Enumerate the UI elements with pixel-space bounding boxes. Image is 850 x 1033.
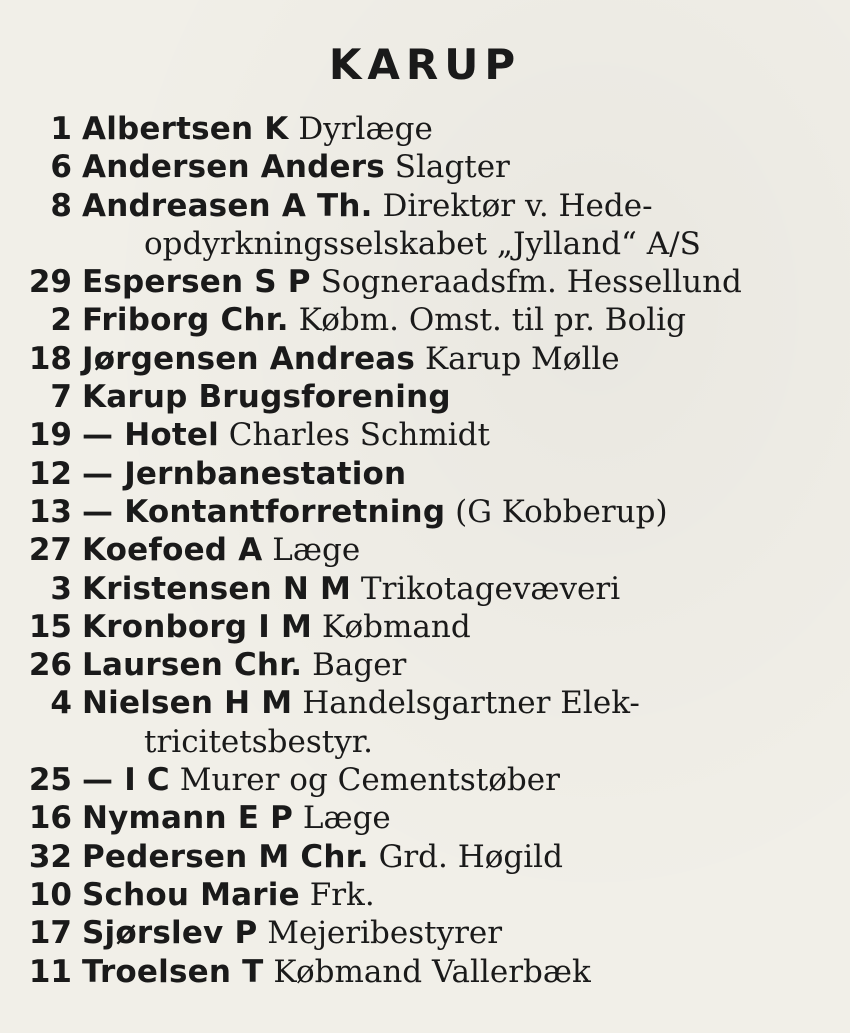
entry-description: Direktør v. Hede- xyxy=(382,187,653,224)
directory-list xyxy=(10,110,840,991)
entry-number: 1 xyxy=(50,111,72,147)
list-item xyxy=(10,914,840,952)
entry-name: Kristensen N M xyxy=(82,570,352,607)
entry-number: 11 xyxy=(28,953,72,990)
entry-number: 16 xyxy=(28,800,72,837)
entry-name: Laursen Chr. xyxy=(82,647,303,684)
entry-number: 25 xyxy=(28,762,72,799)
entry-number: 6 xyxy=(50,149,72,186)
list-item xyxy=(10,684,840,722)
entry-description: Læge xyxy=(302,800,391,837)
list-item xyxy=(10,148,840,186)
entry-name: Andersen Anders xyxy=(82,149,385,186)
entry-name: Espersen S P xyxy=(82,264,311,301)
entry-description: Sogneraadsfm. Hessellund xyxy=(320,264,742,301)
list-item xyxy=(10,263,840,301)
entry-number: 12 xyxy=(28,455,72,492)
list-item xyxy=(10,416,840,454)
entry-number: 27 xyxy=(28,532,72,569)
entry-description: Slagter xyxy=(394,149,510,186)
entry-name: Schou Marie xyxy=(82,876,300,913)
entry-description: Mejeribestyrer xyxy=(267,915,503,952)
entry-number: 17 xyxy=(28,915,72,952)
entry-description: Købm. Omst. til pr. Bolig xyxy=(298,302,686,339)
list-item xyxy=(10,608,840,646)
entry-name: Nymann E P xyxy=(82,800,293,837)
entry-number: 8 xyxy=(50,187,72,224)
list-item xyxy=(10,799,840,837)
list-item xyxy=(10,187,840,225)
entry-number: 2 xyxy=(50,302,72,339)
entry-number: 19 xyxy=(28,417,72,454)
entry-name: Albertsen K xyxy=(82,111,289,147)
entry-description: Karup Mølle xyxy=(424,340,620,377)
list-item-continuation xyxy=(10,723,840,761)
list-item xyxy=(10,838,840,876)
entry-description: Grd. Høgild xyxy=(378,838,563,875)
entry-number: 18 xyxy=(28,340,72,377)
entry-description: Murer og Cementstøber xyxy=(179,762,560,799)
entry-description: Frk. xyxy=(309,876,375,913)
list-item xyxy=(10,301,840,339)
entry-name: Troelsen T xyxy=(82,953,264,990)
entry-number: 7 xyxy=(50,379,72,416)
list-item xyxy=(10,570,840,608)
entry-name: — Hotel xyxy=(82,417,219,454)
entry-number: 32 xyxy=(28,838,72,875)
list-item xyxy=(10,340,840,378)
entry-number: 15 xyxy=(28,608,72,645)
entry-number: 3 xyxy=(50,570,72,607)
entry-name: — Kontantforretning xyxy=(82,493,446,530)
list-item xyxy=(10,455,840,493)
list-item xyxy=(10,876,840,914)
list-item xyxy=(10,531,840,569)
list-item xyxy=(10,110,840,148)
entry-name: Friborg Chr. xyxy=(82,302,289,339)
entry-description: Dyrlæge xyxy=(298,111,433,147)
entry-number: 10 xyxy=(28,876,72,913)
entry-number: 4 xyxy=(50,685,72,722)
entry-description: Trikotagevæveri xyxy=(360,570,621,607)
entry-description: tricitetsbestyr. xyxy=(144,723,373,760)
entry-name: — I C xyxy=(82,762,170,799)
list-item xyxy=(10,493,840,531)
entry-number: 13 xyxy=(28,493,72,530)
entry-description: Læge xyxy=(272,532,361,569)
entry-description: opdyrkningsselskabet „Jylland“ A/S xyxy=(144,225,701,262)
list-item xyxy=(10,953,840,991)
entry-name: Karup Brugsforening xyxy=(82,379,451,416)
entry-description: Charles Schmidt xyxy=(228,417,490,454)
entry-name: Pedersen M Chr. xyxy=(82,838,369,875)
entry-description: (G Kobberup) xyxy=(455,493,668,530)
entry-name: Andreasen A Th. xyxy=(82,187,373,224)
entry-name: Jørgensen Andreas xyxy=(82,340,416,377)
list-item-continuation xyxy=(10,225,840,263)
entry-number: 26 xyxy=(28,647,72,684)
entry-name: Kronborg I M xyxy=(82,608,313,645)
entry-name: Sjørslev P xyxy=(82,915,258,952)
entry-name: Koefoed A xyxy=(82,532,263,569)
entry-name: Nielsen H M xyxy=(82,685,293,722)
entry-description: Handelsgartner Elek- xyxy=(302,685,640,722)
entry-name: — Jernbanestation xyxy=(82,455,407,492)
entry-number: 29 xyxy=(28,264,72,301)
entry-description: Bager xyxy=(312,647,407,684)
entry-description: Købmand xyxy=(321,608,471,645)
entry-description: Købmand Vallerbæk xyxy=(273,953,591,990)
page-title: KARUP xyxy=(328,40,522,89)
list-item xyxy=(10,646,840,684)
list-item xyxy=(10,761,840,799)
list-item xyxy=(10,378,840,416)
